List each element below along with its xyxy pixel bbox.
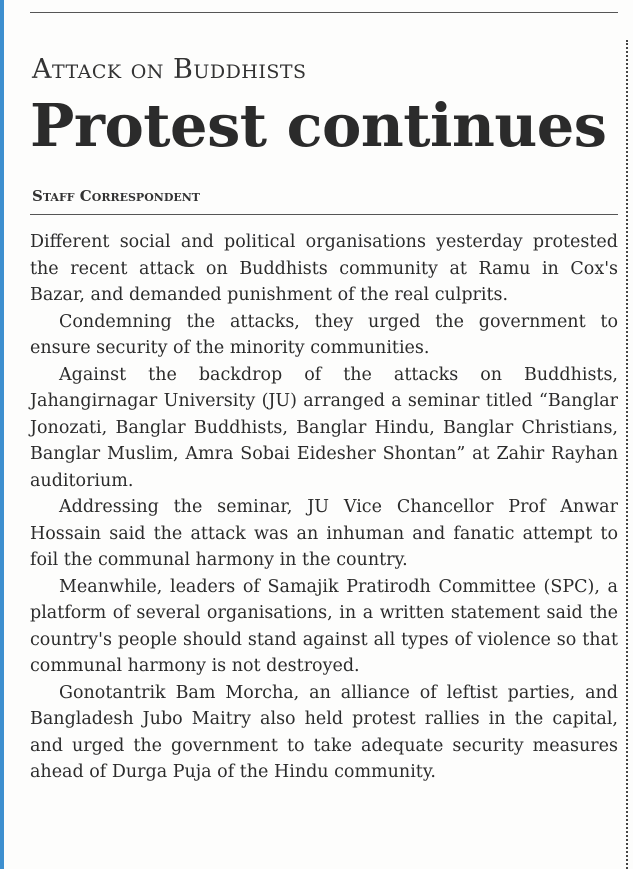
left-accent-bar [0, 0, 4, 869]
article-paragraph: Condemning the attacks, they urged the government to ensure security of the minority communities. [30, 311, 618, 358]
article-kicker: Attack on Buddhists [32, 54, 307, 85]
article-body [30, 229, 618, 786]
article-paragraph: Meanwhile, leaders of Samajik Pratirodh Committee (SPC), a platform of several organisations, in a written statement said the country's people should stand against all types of violence so that communal harmony is not destroyed. [30, 576, 618, 676]
byline-rule [30, 214, 618, 215]
article-headline: Protest continues [30, 91, 607, 160]
article-paragraph: Against the backdrop of the attacks on Buddhists, Jahangirnagar University (JU) arranged a seminar titled “Banglar Jonozati, Banglar Buddhists, Banglar Hindu, Banglar Christians, Banglar Muslim, Amra Sobai Eidesher Shontan” at Zahir Rayhan auditorium. [30, 364, 618, 491]
article-paragraph: Gonotantrik Bam Morcha, an alliance of leftist parties, and Bangladesh Jubo Maitry also held protest rallies in the capital, and urged the government to take adequate security measures ahead of Durga Puja of the Hindu community. [30, 682, 618, 782]
column-divider-dotted [626, 40, 628, 869]
article-paragraph: Addressing the seminar, JU Vice Chancellor Prof Anwar Hossain said the attack was an inhuman and fanatic attempt to foil the communal harmony in the country. [30, 497, 618, 570]
top-rule [30, 12, 618, 13]
article-byline: Staff Correspondent [32, 187, 200, 205]
article-paragraph: Different social and political organisations yesterday protested the recent attack on Buddhists community at Ramu in Cox's Bazar, and demanded punishment of the real culprits. [30, 232, 618, 305]
